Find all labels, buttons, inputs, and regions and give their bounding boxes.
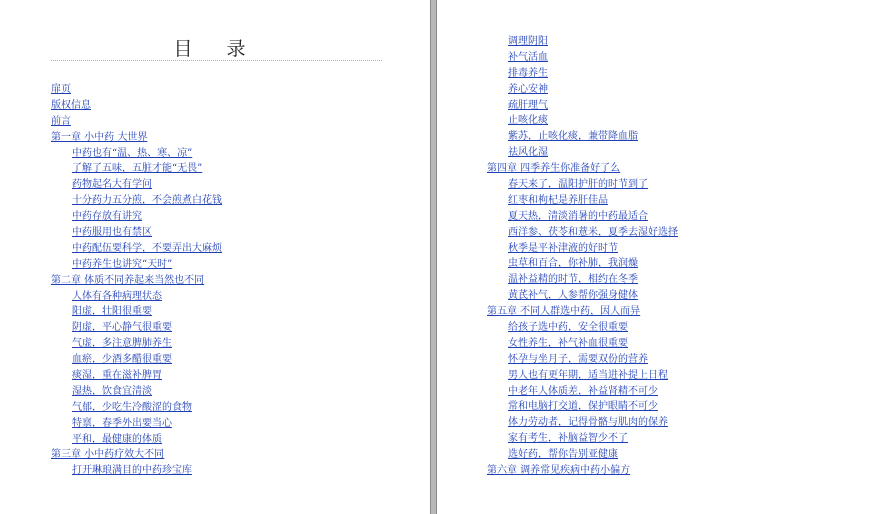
toc-link-text[interactable]: 痰湿，重在滋补脾胃 bbox=[72, 370, 162, 382]
toc-link-text[interactable]: 气郁，少吃生冷酸涩的食物 bbox=[72, 401, 192, 413]
toc-link-text[interactable]: 人体有各种病理状态 bbox=[72, 290, 162, 302]
toc-section-link[interactable] bbox=[487, 82, 678, 98]
toc-link-text[interactable]: 补气活血 bbox=[508, 51, 548, 63]
toc-list-left bbox=[51, 82, 222, 479]
toc-section-link[interactable] bbox=[51, 225, 222, 241]
toc-list-right bbox=[487, 34, 678, 479]
toc-section-link[interactable] bbox=[51, 384, 222, 400]
toc-link-text[interactable]: 西洋参、茯苓和薏米，夏季去湿好选择 bbox=[508, 226, 678, 238]
left-page bbox=[0, 0, 430, 514]
toc-chapter-link[interactable] bbox=[51, 273, 222, 289]
toc-link-text[interactable]: 中老年人体质差，补益肾精不可少 bbox=[508, 385, 658, 397]
toc-link-text[interactable]: 秋季是平补津液的好时节 bbox=[508, 242, 618, 254]
toc-section-link[interactable] bbox=[487, 447, 678, 463]
toc-section-link[interactable] bbox=[487, 431, 678, 447]
toc-link-text[interactable]: 第四章 四季养生你准备好了么 bbox=[487, 163, 621, 175]
toc-section-link[interactable] bbox=[51, 463, 222, 479]
toc-link-text[interactable]: 红枣和枸杞是养肝佳品 bbox=[508, 194, 608, 206]
toc-section-link[interactable] bbox=[51, 257, 222, 273]
toc-link-text[interactable]: 中药养生也讲究“天时” bbox=[72, 258, 173, 270]
toc-link-text[interactable]: 中药配伍要科学，不要弄出大麻烦 bbox=[72, 242, 222, 254]
toc-link-text[interactable]: 前言 bbox=[51, 115, 71, 127]
toc-link-text[interactable]: 打开琳琅满目的中药珍宝库 bbox=[72, 465, 192, 477]
toc-section-link[interactable] bbox=[487, 288, 678, 304]
toc-section-link[interactable] bbox=[487, 145, 678, 161]
toc-section-link[interactable] bbox=[487, 225, 678, 241]
toc-section-link[interactable] bbox=[51, 304, 222, 320]
toc-link-text[interactable]: 养心安神 bbox=[508, 83, 548, 95]
toc-chapter-link[interactable] bbox=[51, 447, 222, 463]
toc-section-link[interactable] bbox=[487, 256, 678, 272]
toc-chapter-link[interactable] bbox=[51, 82, 222, 98]
toc-link-text[interactable]: 血瘀，少酒多醋很重要 bbox=[72, 354, 172, 366]
toc-section-link[interactable] bbox=[51, 161, 222, 177]
toc-link-text[interactable]: 平和，最健康的体质 bbox=[72, 433, 162, 445]
toc-link-text[interactable]: 中药也有“温、热、寒、凉” bbox=[72, 147, 193, 159]
toc-section-link[interactable] bbox=[487, 272, 678, 288]
toc-link-text[interactable]: 版权信息 bbox=[51, 99, 91, 111]
toc-link-text[interactable]: 第五章 不同人群选中药，因人而异 bbox=[487, 306, 641, 318]
toc-section-link[interactable] bbox=[487, 98, 678, 114]
toc-link-text[interactable]: 十分药力五分煎，不会煎煮白花钱 bbox=[72, 195, 222, 207]
toc-link-text[interactable]: 家有考生，补脑益智少不了 bbox=[508, 433, 628, 445]
toc-section-link[interactable] bbox=[487, 399, 678, 415]
toc-link-text[interactable]: 温补益精的时节，相约在冬季 bbox=[508, 274, 638, 286]
toc-section-link[interactable] bbox=[51, 146, 222, 162]
toc-link-text[interactable]: 第一章 小中药 大世界 bbox=[51, 131, 148, 143]
toc-link-text[interactable]: 特禀，春季外出要当心 bbox=[72, 417, 172, 429]
toc-link-text[interactable]: 第二章 体质不同养起来当然也不同 bbox=[51, 274, 205, 286]
toc-link-text[interactable]: 女性养生，补气补血很重要 bbox=[508, 337, 628, 349]
toc-link-text[interactable]: 中药存放有讲究 bbox=[72, 211, 142, 223]
title-divider bbox=[51, 60, 382, 61]
toc-link-text[interactable]: 第三章 小中药疗效大不同 bbox=[51, 449, 165, 461]
toc-chapter-link[interactable] bbox=[487, 463, 678, 479]
toc-link-text[interactable]: 祛风化湿 bbox=[508, 147, 548, 159]
toc-link-text[interactable]: 阳虚，壮阳很重要 bbox=[72, 306, 152, 318]
toc-title: 目 录 bbox=[173, 38, 260, 60]
toc-section-link[interactable] bbox=[487, 193, 678, 209]
toc-link-text[interactable]: 第六章 调养常见疾病中药小偏方 bbox=[487, 465, 631, 477]
toc-section-link[interactable] bbox=[51, 193, 222, 209]
toc-section-link[interactable] bbox=[487, 352, 678, 368]
toc-section-link[interactable] bbox=[51, 352, 222, 368]
toc-chapter-link[interactable] bbox=[51, 114, 222, 130]
toc-link-text[interactable]: 黄芪补气，人参帮你强身健体 bbox=[508, 290, 638, 302]
toc-section-link[interactable] bbox=[487, 66, 678, 82]
toc-section-link[interactable] bbox=[487, 368, 678, 384]
toc-section-link[interactable] bbox=[51, 177, 222, 193]
toc-link-text[interactable]: 给孩子选中药，安全很重要 bbox=[508, 322, 628, 334]
toc-link-text[interactable]: 中药服用也有禁区 bbox=[72, 227, 152, 239]
toc-link-text[interactable]: 药物起名大有学问 bbox=[72, 179, 152, 191]
toc-link-text[interactable]: 选好药，帮你告别亚健康 bbox=[508, 449, 618, 461]
toc-link-text[interactable]: 排毒养生 bbox=[508, 67, 548, 79]
toc-section-link[interactable] bbox=[51, 368, 222, 384]
toc-section-link[interactable] bbox=[487, 415, 678, 431]
toc-section-link[interactable] bbox=[487, 50, 678, 66]
toc-link-text[interactable]: 阴虚，平心静气很重要 bbox=[72, 322, 172, 334]
toc-link-text[interactable]: 湿热，饮食宜清淡 bbox=[72, 385, 152, 397]
toc-link-text[interactable]: 止咳化痰 bbox=[508, 115, 548, 127]
toc-section-link[interactable] bbox=[51, 336, 222, 352]
toc-link-text[interactable]: 扉页 bbox=[51, 84, 71, 95]
toc-link-text[interactable]: 了解了五味，五脏才能“无畏” bbox=[72, 163, 203, 175]
toc-section-link[interactable] bbox=[51, 320, 222, 336]
toc-link-text[interactable]: 调理阴阳 bbox=[508, 36, 548, 47]
toc-chapter-link[interactable] bbox=[51, 98, 222, 114]
toc-chapter-link[interactable] bbox=[487, 304, 678, 320]
toc-section-link[interactable] bbox=[487, 384, 678, 400]
toc-section-link[interactable] bbox=[487, 209, 678, 225]
toc-link-text[interactable]: 体力劳动者，记得骨骼与肌肉的保养 bbox=[508, 417, 668, 429]
right-page bbox=[437, 0, 869, 514]
toc-link-text[interactable]: 怀孕与坐月子，需要双份的营养 bbox=[508, 353, 648, 365]
toc-section-link[interactable] bbox=[487, 177, 678, 193]
toc-section-link[interactable] bbox=[487, 241, 678, 257]
toc-section-link[interactable] bbox=[487, 336, 678, 352]
toc-link-text[interactable]: 春天来了，温阳护肝的时节到了 bbox=[508, 179, 648, 191]
toc-link-text[interactable]: 夏天热，清淡消暑的中药最适合 bbox=[508, 210, 648, 222]
toc-link-text[interactable]: 虫草和百合，你补肺，我润燥 bbox=[508, 258, 638, 270]
toc-section-link[interactable] bbox=[51, 241, 222, 257]
toc-link-text[interactable]: 疏肝理气 bbox=[508, 99, 548, 111]
toc-link-text[interactable]: 紫苏，止咳化痰，兼带降血脂 bbox=[508, 131, 638, 143]
toc-link-text[interactable]: 气虚，多注意脾肺养生 bbox=[72, 338, 172, 350]
toc-section-link[interactable] bbox=[487, 113, 678, 129]
toc-section-link[interactable] bbox=[487, 129, 678, 145]
toc-section-link[interactable] bbox=[51, 209, 222, 225]
toc-chapter-link[interactable] bbox=[487, 161, 678, 177]
toc-link-text[interactable]: 常和电脑打交道，保护眼睛不可少 bbox=[508, 401, 658, 413]
page-gutter bbox=[430, 0, 437, 514]
toc-section-link[interactable] bbox=[487, 34, 678, 50]
toc-section-link[interactable] bbox=[487, 320, 678, 336]
toc-section-link[interactable] bbox=[51, 416, 222, 432]
toc-section-link[interactable] bbox=[51, 400, 222, 416]
toc-chapter-link[interactable] bbox=[51, 130, 222, 146]
toc-section-link[interactable] bbox=[51, 289, 222, 305]
toc-link-text[interactable]: 男人也有更年期，适当进补提上日程 bbox=[508, 369, 668, 381]
toc-section-link[interactable] bbox=[51, 432, 222, 448]
